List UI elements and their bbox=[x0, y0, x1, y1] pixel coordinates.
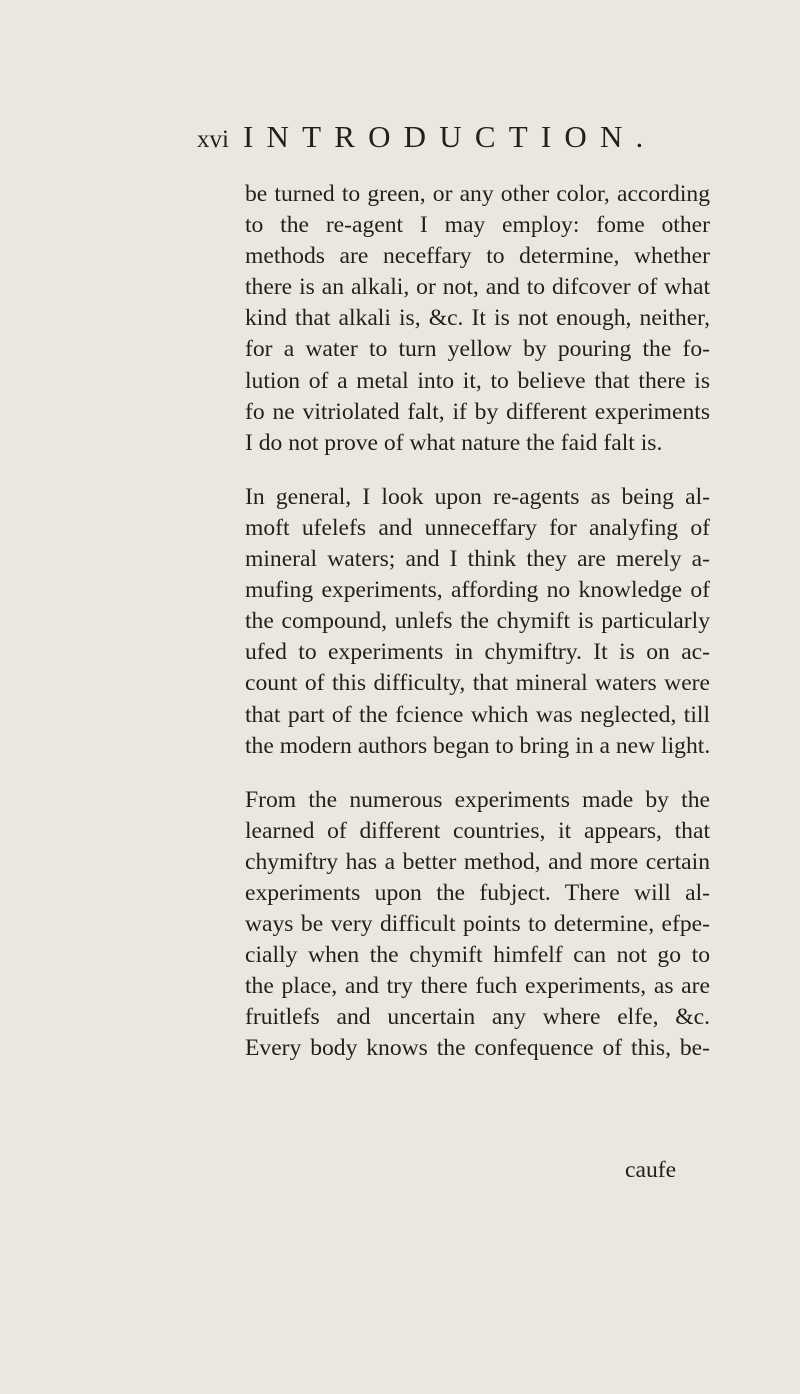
paragraph-spacer bbox=[245, 762, 710, 785]
text-line: In general, I look upon re-agents as being al- bbox=[245, 483, 710, 510]
text-line: the place, and try there fuch experiments, as are bbox=[245, 973, 710, 1000]
running-title: INTRODUCTION. bbox=[242, 119, 657, 154]
catchword: caufe bbox=[625, 1157, 677, 1183]
text-line: kind that alkali is, &c. It is not enough, neither, bbox=[245, 305, 710, 332]
text-line: chymiftry has a better method, and more certain bbox=[245, 848, 710, 875]
text-line: I do not prove of what nature the faid falt is. bbox=[245, 429, 663, 456]
text-line: ways be very difficult points to determine, efpe- bbox=[245, 911, 710, 938]
text-line: be turned to green, or any other color, according bbox=[245, 181, 710, 207]
text-line: Every body knows the confequence of this, be- bbox=[245, 1035, 710, 1062]
text-line: cially when the chymift himfelf can not go to bbox=[245, 942, 710, 969]
page-header bbox=[197, 119, 657, 159]
text-line: for a water to turn yellow by pouring the fo- bbox=[245, 336, 710, 363]
text-line: mineral waters; and I think they are merely a- bbox=[245, 546, 710, 573]
body-text bbox=[245, 179, 710, 1065]
page-number: xvi bbox=[197, 126, 229, 153]
text-line: lution of a metal into it, to believe that there is bbox=[245, 367, 710, 394]
text-line: fo ne vitriolated falt, if by different experiments bbox=[245, 398, 710, 425]
text-line: there is an alkali, or not, and to difcover of what bbox=[245, 274, 710, 301]
text-line: From the numerous experiments made by the bbox=[245, 786, 710, 813]
text-line: ufed to experiments in chymiftry. It is on ac- bbox=[245, 639, 710, 666]
text-line: the modern authors began to bring in a new light. bbox=[245, 732, 711, 759]
text-line: count of this difficulty, that mineral waters were bbox=[245, 670, 710, 697]
text-line: experiments upon the fubject. There will al- bbox=[245, 879, 710, 906]
text-line: mufing experiments, affording no knowledge of bbox=[245, 577, 710, 604]
text-line: fruitlefs and uncertain any where elfe, &c. bbox=[245, 1004, 710, 1031]
text-line: moft ufelefs and unneceffary for analyfing of bbox=[245, 514, 710, 541]
paragraph-2 bbox=[245, 482, 710, 762]
paragraph-1 bbox=[245, 179, 710, 459]
text-line: to the re-agent I may employ: fome other bbox=[245, 212, 710, 239]
text-line: methods are neceffary to determine, whether bbox=[245, 243, 710, 270]
paragraph-spacer bbox=[245, 459, 710, 482]
text-line: the compound, unlefs the chymift is particularly bbox=[245, 608, 710, 635]
text-line: learned of different countries, it appears, that bbox=[245, 817, 710, 844]
paragraph-3 bbox=[245, 785, 710, 1065]
text-line: that part of the fcience which was neglected, till bbox=[245, 701, 710, 728]
